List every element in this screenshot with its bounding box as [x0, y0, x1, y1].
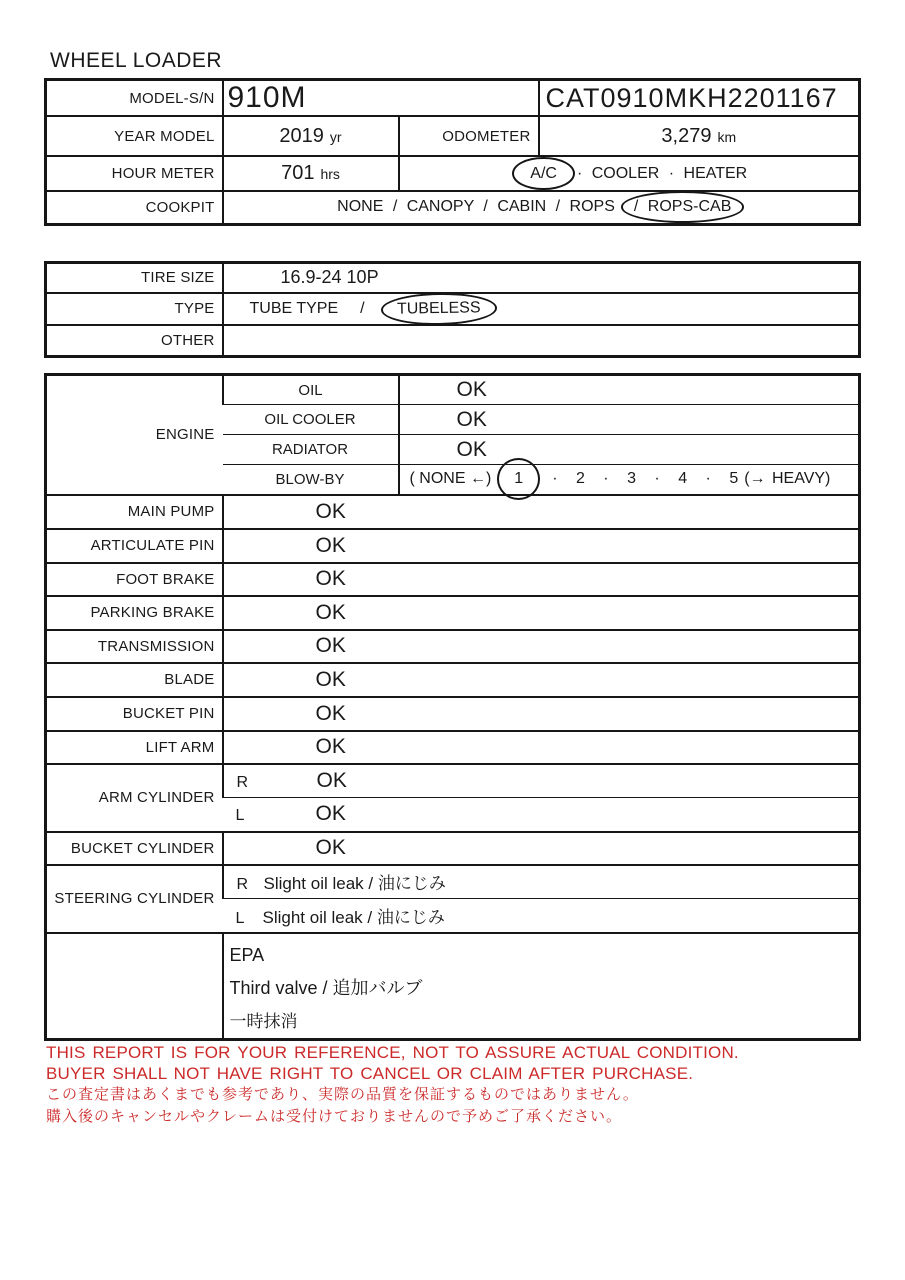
- note-line: EPA: [229, 944, 265, 965]
- disclaimer-line-jp: 購入後のキャンセルやクレームは受付けておりませんので予めご了承ください。: [46, 1108, 623, 1125]
- foot-brake-value: OK: [223, 563, 860, 596]
- table-row: [46, 731, 860, 764]
- bucket-cylinder-value: OK: [223, 832, 860, 865]
- side-r: R: [236, 876, 249, 894]
- year-model-label: YEAR MODEL: [46, 116, 223, 156]
- transmission-label: TRANSMISSION: [46, 630, 223, 663]
- table-row: [46, 933, 860, 1040]
- tire-type-value: [223, 293, 860, 325]
- tire-other-value: [223, 325, 860, 357]
- parking-brake-label: PARKING BRAKE: [46, 596, 223, 630]
- year-model-value: [223, 116, 399, 156]
- table-row: [46, 832, 860, 865]
- blowby-scale-values: · 2 · 3 · 4 · 5: [552, 470, 739, 488]
- climate-rest: · COOLER · HEATER: [576, 164, 748, 182]
- engine-oil-label: OIL: [223, 375, 399, 405]
- transmission-value: OK: [223, 630, 860, 663]
- engine-label: ENGINE: [46, 375, 223, 495]
- bucket-pin-value: OK: [223, 697, 860, 731]
- table-row: [46, 325, 860, 357]
- year-unit: yr: [329, 128, 342, 145]
- selection-ellipse-ropscab: / ROPS-CAB: [621, 191, 744, 223]
- arm-cylinder-label: ARM CYLINDER: [46, 764, 223, 832]
- side-l: L: [235, 909, 245, 927]
- table-row: [46, 116, 860, 156]
- cookpit-label: COOKPIT: [46, 191, 223, 224]
- lift-arm-value: OK: [223, 731, 860, 764]
- table-row: [46, 375, 860, 405]
- steering-cylinder-left: [223, 899, 860, 933]
- arm-cylinder-left-value: OK: [315, 802, 346, 826]
- table-row: [46, 596, 860, 630]
- table-row: [46, 191, 860, 224]
- table-row: [46, 80, 860, 117]
- table-row: [46, 495, 860, 529]
- steering-cylinder-label: STEERING CYLINDER: [46, 865, 223, 933]
- table-row: [46, 865, 860, 899]
- parking-brake-value: OK: [223, 596, 860, 630]
- table-row: [46, 156, 860, 191]
- selection-ellipse-blowby: 1: [497, 458, 540, 500]
- odometer-unit: km: [717, 128, 737, 145]
- engine-blowby-label: BLOW-BY: [223, 465, 399, 495]
- info-table: [44, 78, 861, 226]
- bucket-cylinder-label: BUCKET CYLINDER: [46, 832, 223, 865]
- table-row: [46, 293, 860, 325]
- steering-cylinder-left-value: Slight oil leak / 油にじみ: [262, 907, 445, 927]
- steering-cylinder-right-value: Slight oil leak / 油にじみ: [263, 874, 446, 894]
- arm-cylinder-right-value: OK: [316, 768, 347, 792]
- hour-unit: hrs: [320, 166, 340, 182]
- odometer-value: [539, 116, 860, 156]
- disclaimer-line-en: THIS REPORT IS FOR YOUR REFERENCE, NOT TO ASSURE ACTUAL CONDITION.: [46, 1043, 739, 1062]
- tire-type-option: TUBE TYPE: [249, 299, 339, 317]
- blowby-scale: [399, 465, 860, 495]
- hour-meter-label: HOUR METER: [46, 156, 223, 191]
- note-line: Third valve / 追加バルブ: [229, 977, 423, 998]
- serial-number-value: CAT0910MKH2201167: [539, 80, 860, 117]
- table-row: [46, 563, 860, 596]
- odometer-number: 3,279: [661, 124, 712, 147]
- notes-label-empty: [46, 933, 223, 1040]
- selection-ellipse-ac: A/C: [512, 157, 575, 191]
- main-pump-value: OK: [223, 495, 860, 529]
- climate-options: [399, 156, 860, 191]
- table-row: [46, 663, 860, 697]
- disclaimer-line-jp: この査定書はあくまでも参考であり、実際の品質を保証するものではありません。: [46, 1086, 639, 1103]
- year-number: 2019: [279, 124, 324, 147]
- notes-cell: [223, 933, 860, 1040]
- blade-label: BLADE: [46, 663, 223, 697]
- hour-number: 701: [281, 162, 315, 184]
- disclaimer-line-en: BUYER SHALL NOT HAVE RIGHT TO CANCEL OR CLAIM AFTER PURCHASE.: [46, 1064, 694, 1083]
- table-row: [46, 764, 860, 798]
- engine-radiator-value: OK: [399, 435, 860, 465]
- blade-value: OK: [223, 663, 860, 697]
- main-pump-label: MAIN PUMP: [46, 495, 223, 529]
- engine-oil-cooler-value: OK: [399, 405, 860, 435]
- arm-cylinder-right: [223, 764, 860, 798]
- lift-arm-label: LIFT ARM: [46, 731, 223, 764]
- disclaimer: [46, 1042, 739, 1128]
- inspection-table: [44, 373, 861, 1041]
- articulate-pin-label: ARTICULATE PIN: [46, 529, 223, 563]
- table-row: [46, 263, 860, 293]
- engine-radiator-label: RADIATOR: [223, 435, 399, 465]
- cookpit-list: NONE / CANOPY / CABIN / ROPS: [337, 198, 615, 216]
- selection-ellipse-tubeless: TUBELESS: [380, 291, 496, 325]
- tire-type-separator: /: [360, 299, 365, 317]
- model-value: 910M: [223, 80, 539, 117]
- steering-cylinder-right: [223, 865, 860, 899]
- odometer-label: ODOMETER: [399, 116, 539, 156]
- model-sn-label: MODEL-S/N: [46, 80, 223, 117]
- tire-size-label: TIRE SIZE: [46, 263, 223, 293]
- foot-brake-label: FOOT BRAKE: [46, 563, 223, 596]
- tire-type-label: TYPE: [46, 293, 223, 325]
- side-l: L: [235, 807, 245, 825]
- tire-other-label: OTHER: [46, 325, 223, 357]
- table-row: [46, 529, 860, 563]
- cookpit-options: [223, 191, 860, 224]
- note-line: 一時抹消: [229, 1011, 298, 1031]
- blowby-suffix: (→ HEAVY): [744, 470, 831, 488]
- engine-oil-value: OK: [399, 375, 860, 405]
- tire-size-value: 16.9-24 10P: [223, 263, 860, 293]
- bucket-pin-label: BUCKET PIN: [46, 697, 223, 731]
- articulate-pin-value: OK: [223, 529, 860, 563]
- table-row: [46, 697, 860, 731]
- hour-meter-value: [223, 156, 399, 191]
- side-r: R: [236, 773, 249, 791]
- blowby-prefix: ( NONE ←): [409, 470, 492, 488]
- table-row: [46, 630, 860, 663]
- arm-cylinder-left: [223, 798, 860, 832]
- page-title: WHEEL LOADER: [50, 49, 223, 72]
- tire-table: [44, 261, 861, 358]
- engine-oil-cooler-label: OIL COOLER: [223, 405, 399, 435]
